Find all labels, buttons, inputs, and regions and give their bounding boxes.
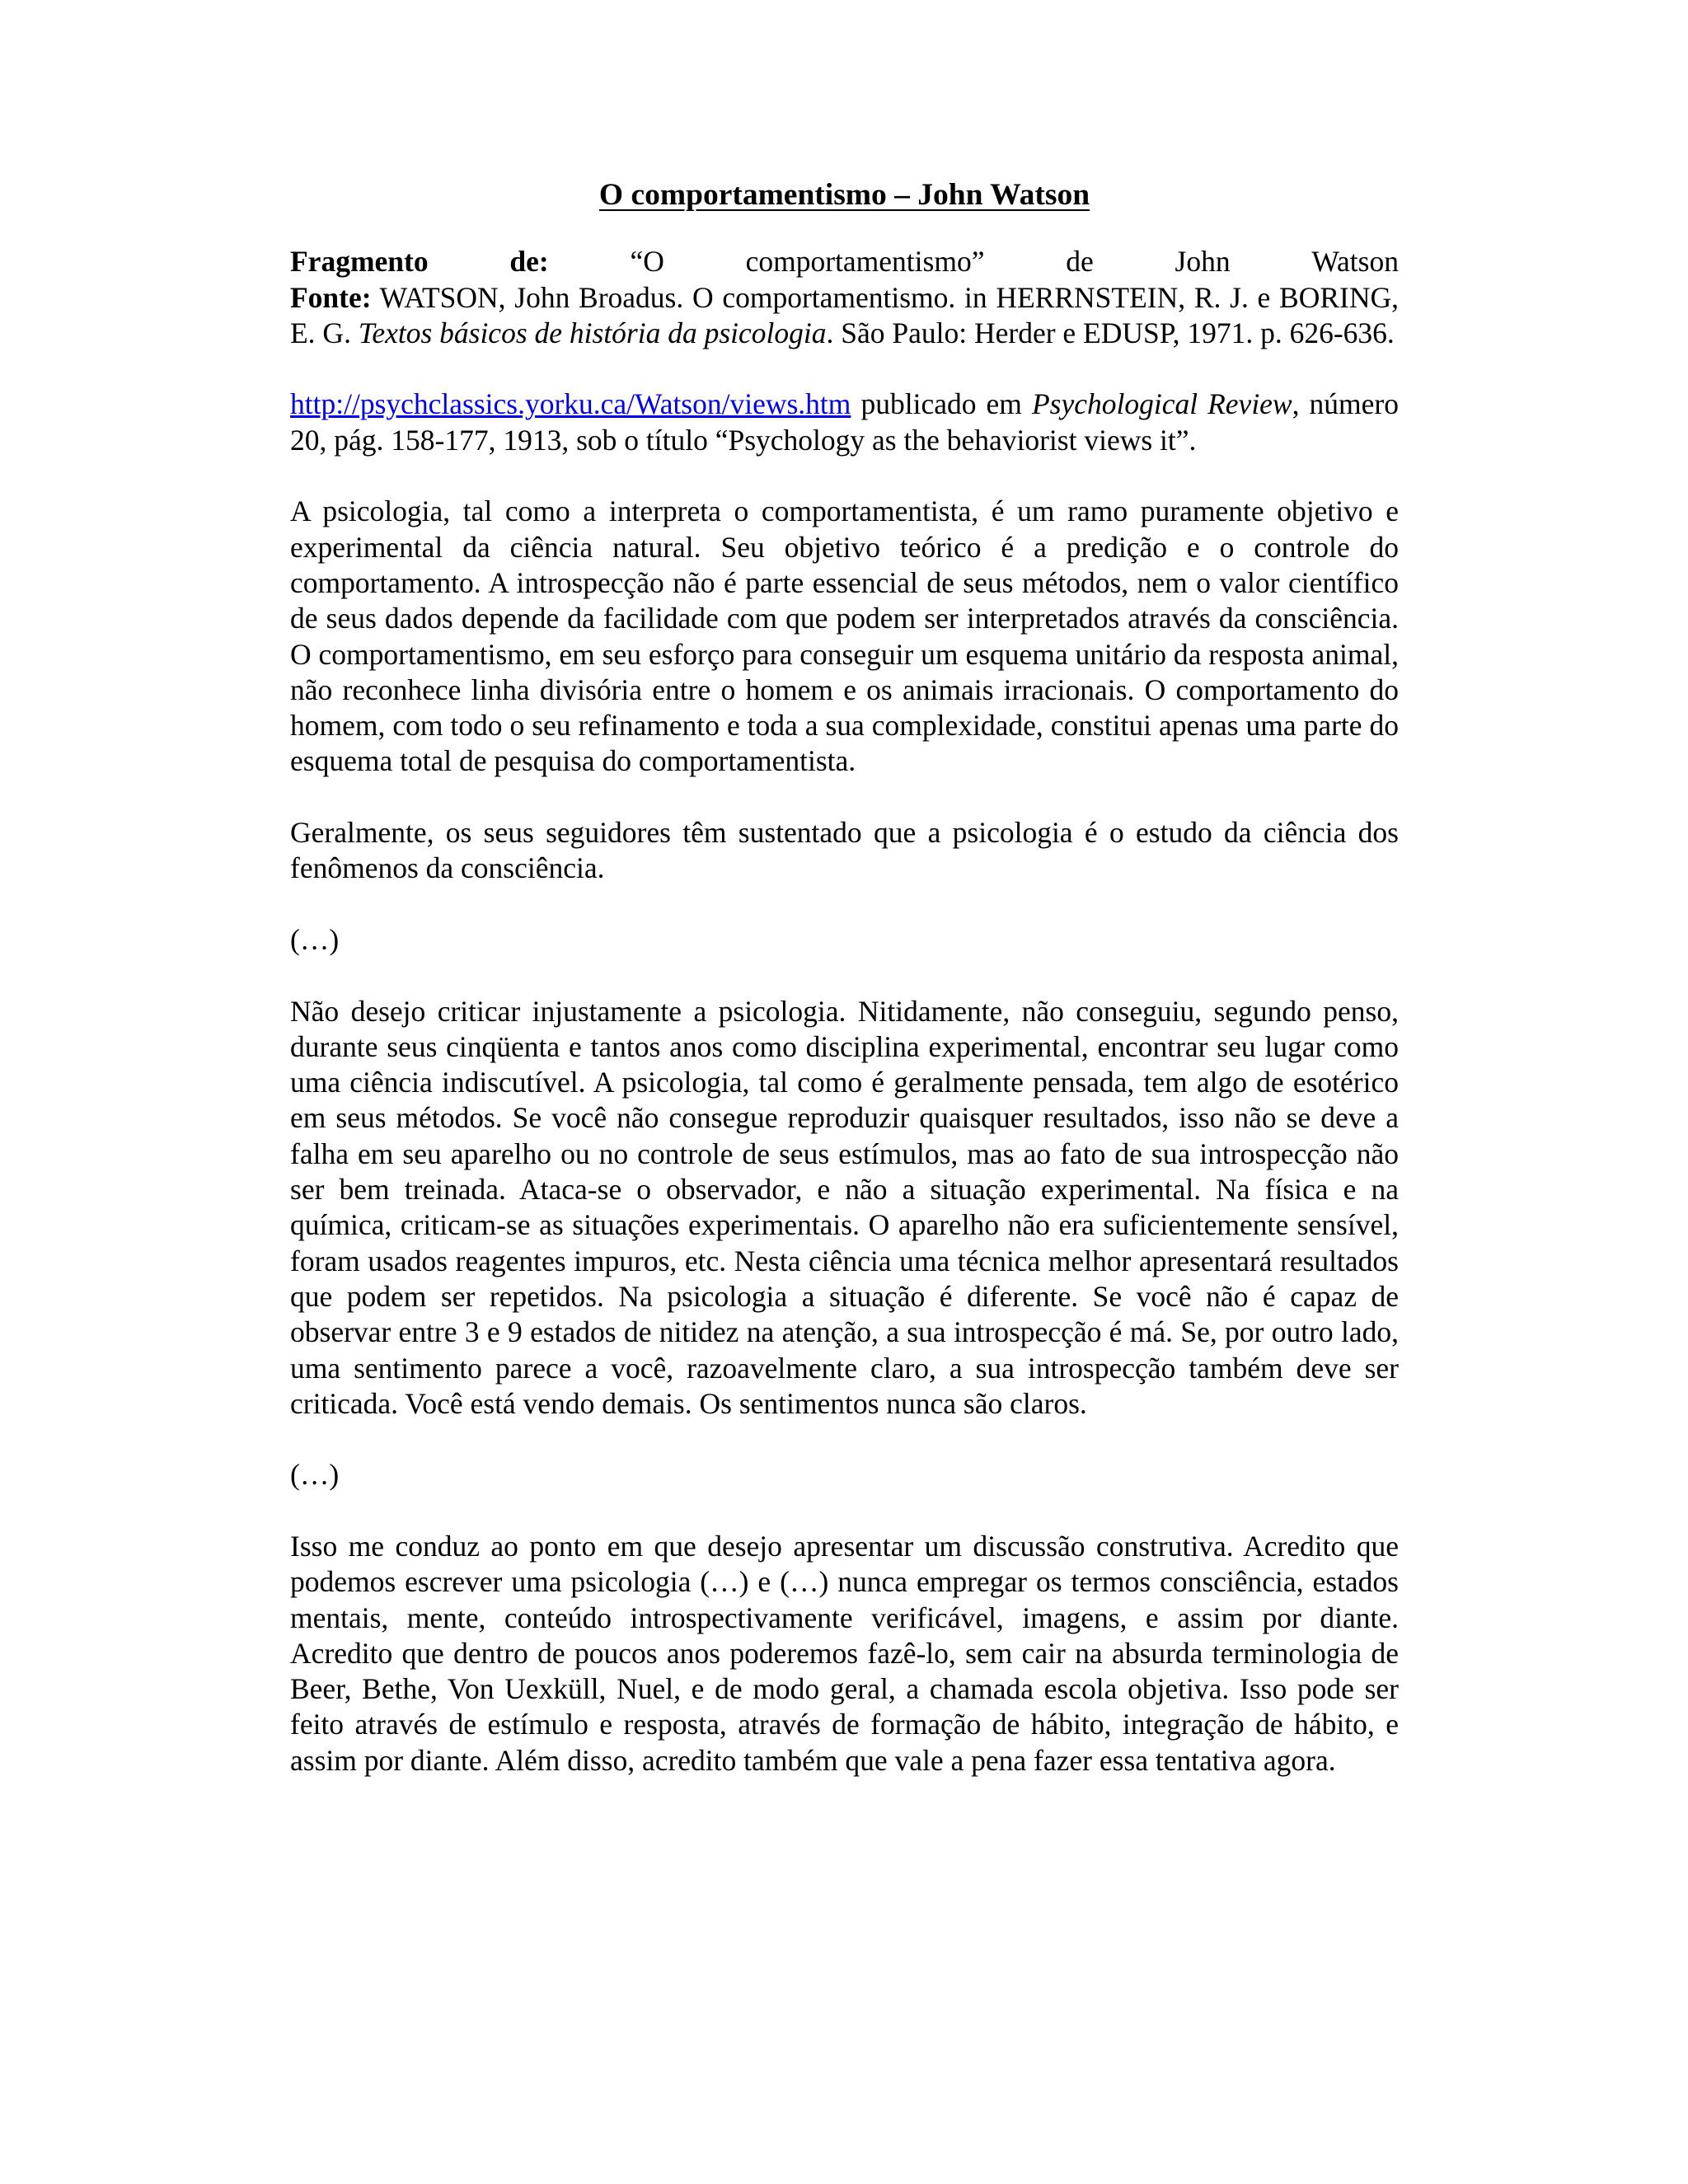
- source-citation: [290, 280, 1399, 352]
- reference-paragraph: [290, 387, 1399, 458]
- reference-text-after: , número 20, pág. 158-177, 1913, sob o título “Psychology as the behaviorist views it”.: [290, 387, 1399, 457]
- fragment-line: [290, 244, 1399, 279]
- source-text-after: . São Paulo: Herder e EDUSP, 1971. p. 626-636.: [826, 316, 1395, 349]
- fragment-word: comportamentismo”: [745, 245, 985, 279]
- fragment-word: John: [1175, 245, 1231, 279]
- ellipsis-1: (…): [290, 922, 340, 956]
- reference-link[interactable]: http://psychclassics.yorku.ca/Watson/views.htm: [290, 387, 851, 421]
- reference-text-before: publicado em: [851, 387, 1032, 421]
- fragment-word: “O: [630, 245, 664, 279]
- fragment-word: de: [1066, 245, 1094, 279]
- source-book-title: Textos básicos de história da psicologia: [358, 316, 827, 349]
- paragraph-3: Não desejo criticar injustamente a psicologia. Nitidamente, não conseguiu, segundo penso, durante seus cinqüenta e tantos anos como disciplina experimental, encontrar seu lugar como uma ciência indiscutível. A psicologia, tal como é geralmente pensada, tem algo de esotérico em seus métodos. Se você não consegue reproduzir quaisquer resultados, isso não se deve a falha em seu aparelho ou no controle de seus estímulos, mas ao fato de sua introspecção não ser bem treinada. Ataca-se o observador, e não a situação experimental. Na física e na química, criticam-se as situações experimentais. O aparelho não era suficientemente sensível, foram usados reagentes impuros, etc. Nesta ciência uma técnica melhor apresentará resultados que podem ser repetidos. Na psicologia a situação é diferente. Se você não é capaz de observar entre 3 e 9 estados de nitidez na atenção, a sua introspecção é má. Se, por outro lado, uma sentimento parece a você, razoavelmente claro, a sua introspecção também deve ser criticada. Você está vendo demais. Os sentimentos nunca são claros.: [290, 994, 1399, 1420]
- fragment-label-word2: de:: [509, 245, 549, 279]
- source-label: Fonte:: [290, 280, 372, 314]
- paragraph-4: Isso me conduz ao ponto em que desejo apresentar um discussão construtiva. Acredito que podemos escrever uma psicologia (…) e (…) nunca empregar os termos consciência, estados mentais, mente, conteúdo introspectivamente verificável, imagens, e assim por diante. Acredito que dentro de poucos anos poderemos fazê-lo, sem cair na absurda terminologia de Beer, Bethe, Von Uexküll, Nuel, e de modo geral, a chamada escola objetiva. Isso pode ser feito através de estímulo e resposta, através de formação de hábito, integração de hábito, e assim por diante. Além disso, acredito também que vale a pena fazer essa tentativa agora.: [290, 1529, 1399, 1777]
- page-title: O comportamentismo – John Watson: [598, 178, 1090, 212]
- paragraph-2: Geralmente, os seus seguidores têm sustentado que a psicologia é o estudo da ciência dos fenômenos da consciência.: [290, 816, 1399, 885]
- fragment-word: Watson: [1311, 245, 1399, 279]
- reference-journal: Psychological Review: [1031, 387, 1292, 421]
- source-text-before: WATSON, John Broadus. O comportamentismo. in HERRNSTEIN, R. J. e BORING, E. G.: [290, 280, 1399, 349]
- ellipsis-2: (…): [290, 1458, 340, 1492]
- document-page: [290, 177, 1399, 1814]
- fragment-label-word1: Fragmento: [290, 245, 429, 279]
- paragraph-1: A psicologia, tal como a interpreta o comportamentista, é um ramo puramente objetivo e experimental da ciência natural. Seu objetivo teórico é a predição e o controle do comportamento. A introspecção não é parte essencial de seus métodos, nem o valor científico de seus dados depende da facilidade com que podem ser interpretados através da consciência. O comportamentismo, em seu esforço para conseguir um esquema unitário da resposta animal, não reconhece linha divisória entre o homem e os animais irracionais. O comportamento do homem, com todo o seu refinamento e toda a sua complexidade, constitui apenas uma parte do esquema total de pesquisa do comportamentista.: [290, 494, 1399, 778]
